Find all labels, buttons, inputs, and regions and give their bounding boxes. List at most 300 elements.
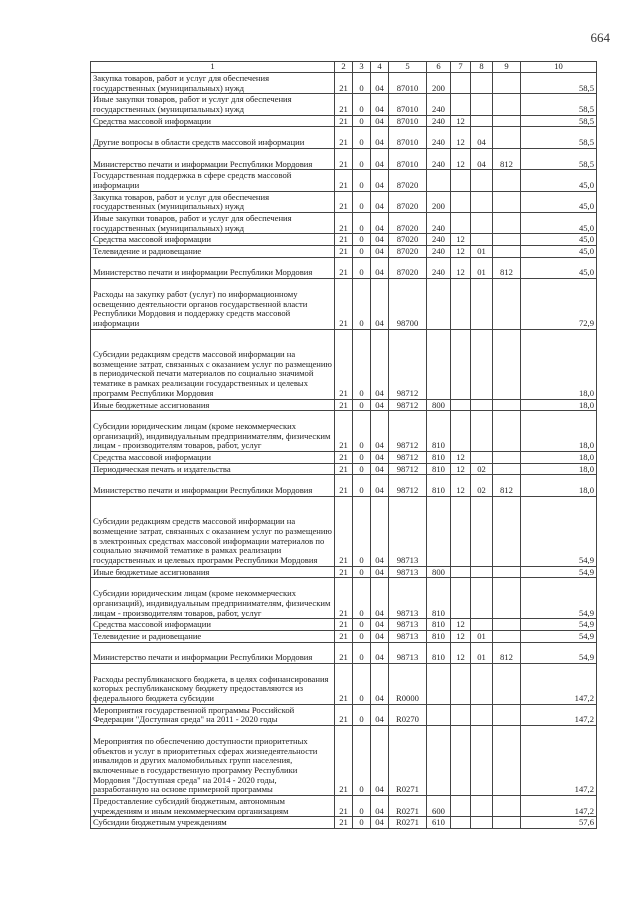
code-col-4: 04 bbox=[371, 94, 389, 115]
row-name: Субсидии юридическим лицам (кроме некоммерческих организаций), индивидуальным предпринимателям, физическим лицам - производителям товаров, работ, услуг bbox=[91, 578, 335, 619]
row-name: Иные закупки товаров, работ и услуг для обеспечения государственных (муниципальных) нужд bbox=[91, 94, 335, 115]
code-col-9 bbox=[493, 191, 521, 212]
code-col-9 bbox=[493, 246, 521, 258]
row-name: Субсидии редакциям средств массовой информации на возмещение затрат, связанных с оказанием услуг по размещению в периодической печати материалов по социально значимой тематике в рамках реализации государственных и целевых программ Республики Мордовия bbox=[91, 329, 335, 399]
code-col-6: 240 bbox=[427, 246, 451, 258]
code-col-8 bbox=[471, 663, 493, 704]
code-col-2: 21 bbox=[335, 73, 353, 94]
code-col-4: 04 bbox=[371, 578, 389, 619]
code-col-5: R0271 bbox=[389, 726, 427, 796]
code-col-7 bbox=[451, 399, 471, 411]
code-col-2: 21 bbox=[335, 642, 353, 663]
amount-cell: 58,5 bbox=[521, 94, 597, 115]
table-row bbox=[91, 115, 597, 127]
code-col-2: 21 bbox=[335, 399, 353, 411]
code-col-5: 98712 bbox=[389, 329, 427, 399]
code-col-4: 04 bbox=[371, 191, 389, 212]
table-row bbox=[91, 213, 597, 234]
code-col-4: 04 bbox=[371, 411, 389, 452]
code-col-4: 04 bbox=[371, 170, 389, 191]
code-col-7: 12 bbox=[451, 148, 471, 169]
code-col-5: 98712 bbox=[389, 452, 427, 464]
code-col-9 bbox=[493, 115, 521, 127]
code-col-6: 240 bbox=[427, 213, 451, 234]
amount-cell: 45,0 bbox=[521, 246, 597, 258]
code-col-4: 04 bbox=[371, 127, 389, 148]
amount-cell: 45,0 bbox=[521, 170, 597, 191]
code-col-7: 12 bbox=[451, 463, 471, 475]
code-col-5: 98713 bbox=[389, 578, 427, 619]
row-name: Иные бюджетные ассигнования bbox=[91, 566, 335, 578]
code-col-8 bbox=[471, 496, 493, 566]
code-col-8: 02 bbox=[471, 463, 493, 475]
code-col-8 bbox=[471, 170, 493, 191]
code-col-4: 04 bbox=[371, 704, 389, 725]
amount-cell: 54,9 bbox=[521, 642, 597, 663]
row-name: Министерство печати и информации Республики Мордовия bbox=[91, 475, 335, 496]
code-col-6 bbox=[427, 726, 451, 796]
code-col-4: 04 bbox=[371, 619, 389, 631]
code-col-3: 0 bbox=[353, 191, 371, 212]
amount-cell: 54,9 bbox=[521, 578, 597, 619]
code-col-6 bbox=[427, 496, 451, 566]
code-col-4: 04 bbox=[371, 329, 389, 399]
code-col-8 bbox=[471, 73, 493, 94]
code-col-5: 87010 bbox=[389, 148, 427, 169]
amount-cell: 147,2 bbox=[521, 796, 597, 817]
code-col-8: 01 bbox=[471, 630, 493, 642]
code-col-4: 04 bbox=[371, 246, 389, 258]
code-col-8 bbox=[471, 566, 493, 578]
code-col-5: 87020 bbox=[389, 246, 427, 258]
code-col-9 bbox=[493, 496, 521, 566]
code-col-7 bbox=[451, 663, 471, 704]
code-col-5: 98713 bbox=[389, 619, 427, 631]
amount-cell: 58,5 bbox=[521, 148, 597, 169]
code-col-7 bbox=[451, 73, 471, 94]
code-col-7: 12 bbox=[451, 246, 471, 258]
code-col-7 bbox=[451, 817, 471, 829]
table-row bbox=[91, 463, 597, 475]
code-col-6 bbox=[427, 329, 451, 399]
code-col-9 bbox=[493, 630, 521, 642]
table-row bbox=[91, 452, 597, 464]
row-name: Закупка товаров, работ и услуг для обеспечения государственных (муниципальных) нужд bbox=[91, 73, 335, 94]
code-col-3: 0 bbox=[353, 578, 371, 619]
amount-cell: 147,2 bbox=[521, 726, 597, 796]
code-col-3: 0 bbox=[353, 73, 371, 94]
code-col-8 bbox=[471, 411, 493, 452]
code-col-2: 21 bbox=[335, 127, 353, 148]
code-col-2: 21 bbox=[335, 463, 353, 475]
code-col-2: 21 bbox=[335, 191, 353, 212]
code-col-6: 240 bbox=[427, 127, 451, 148]
code-col-9 bbox=[493, 796, 521, 817]
code-col-8 bbox=[471, 619, 493, 631]
code-col-6 bbox=[427, 170, 451, 191]
table-header bbox=[91, 62, 597, 73]
column-header: 6 bbox=[427, 62, 451, 73]
code-col-7 bbox=[451, 170, 471, 191]
row-name: Средства массовой информации bbox=[91, 234, 335, 246]
table-row bbox=[91, 475, 597, 496]
code-col-4: 04 bbox=[371, 817, 389, 829]
code-col-2: 21 bbox=[335, 817, 353, 829]
code-col-7 bbox=[451, 566, 471, 578]
code-col-3: 0 bbox=[353, 411, 371, 452]
page-number: 664 bbox=[590, 30, 610, 45]
amount-cell: 147,2 bbox=[521, 663, 597, 704]
amount-cell: 57,6 bbox=[521, 817, 597, 829]
row-name: Иные закупки товаров, работ и услуг для обеспечения государственных (муниципальных) нужд bbox=[91, 213, 335, 234]
code-col-8: 04 bbox=[471, 148, 493, 169]
column-header: 1 bbox=[91, 62, 335, 73]
row-name: Субсидии редакциям средств массовой информации на возмещение затрат, связанных с оказанием услуг по размещению в электронных средствах массовой информации материалов по социально значимой тематике в рамках реализации государственных и целевых программ Республики Мордовия bbox=[91, 496, 335, 566]
code-col-3: 0 bbox=[353, 566, 371, 578]
code-col-2: 21 bbox=[335, 796, 353, 817]
table-row bbox=[91, 796, 597, 817]
code-col-5: 98712 bbox=[389, 475, 427, 496]
code-col-4: 04 bbox=[371, 463, 389, 475]
code-col-9 bbox=[493, 463, 521, 475]
code-col-2: 21 bbox=[335, 329, 353, 399]
table-row bbox=[91, 642, 597, 663]
code-col-2: 21 bbox=[335, 257, 353, 278]
amount-cell: 54,9 bbox=[521, 566, 597, 578]
code-col-4: 04 bbox=[371, 73, 389, 94]
column-header: 2 bbox=[335, 62, 353, 73]
code-col-7: 12 bbox=[451, 115, 471, 127]
code-col-5: 87020 bbox=[389, 213, 427, 234]
code-col-6: 810 bbox=[427, 630, 451, 642]
code-col-4: 04 bbox=[371, 115, 389, 127]
column-header: 8 bbox=[471, 62, 493, 73]
code-col-3: 0 bbox=[353, 463, 371, 475]
row-name: Средства массовой информации bbox=[91, 115, 335, 127]
code-col-9: 812 bbox=[493, 257, 521, 278]
code-col-8 bbox=[471, 234, 493, 246]
row-name: Предоставление субсидий бюджетным, автономным учреждениям и иным некоммерческим организациям bbox=[91, 796, 335, 817]
code-col-3: 0 bbox=[353, 127, 371, 148]
code-col-4: 04 bbox=[371, 630, 389, 642]
code-col-9 bbox=[493, 279, 521, 330]
code-col-6: 810 bbox=[427, 619, 451, 631]
code-col-4: 04 bbox=[371, 148, 389, 169]
code-col-6: 240 bbox=[427, 94, 451, 115]
code-col-3: 0 bbox=[353, 619, 371, 631]
table-row bbox=[91, 619, 597, 631]
code-col-2: 21 bbox=[335, 726, 353, 796]
code-col-3: 0 bbox=[353, 475, 371, 496]
code-col-2: 21 bbox=[335, 452, 353, 464]
amount-cell: 54,9 bbox=[521, 619, 597, 631]
code-col-2: 21 bbox=[335, 663, 353, 704]
code-col-5: 87010 bbox=[389, 127, 427, 148]
code-col-9 bbox=[493, 452, 521, 464]
code-col-8: 01 bbox=[471, 257, 493, 278]
code-col-8: 01 bbox=[471, 642, 493, 663]
code-col-8 bbox=[471, 94, 493, 115]
row-name: Расходы на закупку работ (услуг) по информационному освещению деятельности органов государственной власти Республики Мордовия и поддержку средств массовой информации bbox=[91, 279, 335, 330]
code-col-2: 21 bbox=[335, 566, 353, 578]
code-col-6 bbox=[427, 279, 451, 330]
code-col-7: 12 bbox=[451, 475, 471, 496]
code-col-7 bbox=[451, 411, 471, 452]
code-col-2: 21 bbox=[335, 578, 353, 619]
code-col-7 bbox=[451, 704, 471, 725]
code-col-7: 12 bbox=[451, 452, 471, 464]
table-row bbox=[91, 399, 597, 411]
code-col-3: 0 bbox=[353, 452, 371, 464]
code-col-5: 98712 bbox=[389, 463, 427, 475]
code-col-8 bbox=[471, 329, 493, 399]
table-body bbox=[91, 73, 597, 829]
code-col-3: 0 bbox=[353, 704, 371, 725]
code-col-5: R0270 bbox=[389, 704, 427, 725]
code-col-6: 610 bbox=[427, 817, 451, 829]
code-col-9 bbox=[493, 411, 521, 452]
code-col-5: 87020 bbox=[389, 234, 427, 246]
column-header: 4 bbox=[371, 62, 389, 73]
row-name: Расходы республиканского бюджета, в целях софинансирования которых республиканскому бюджету предоставляются из федерального бюджета субсидии bbox=[91, 663, 335, 704]
amount-cell: 58,5 bbox=[521, 73, 597, 94]
code-col-4: 04 bbox=[371, 399, 389, 411]
code-col-2: 21 bbox=[335, 148, 353, 169]
table-row bbox=[91, 578, 597, 619]
row-name: Телевидение и радиовещание bbox=[91, 246, 335, 258]
code-col-8: 04 bbox=[471, 127, 493, 148]
code-col-5: 87020 bbox=[389, 170, 427, 191]
table-row bbox=[91, 170, 597, 191]
code-col-4: 04 bbox=[371, 257, 389, 278]
row-name: Периодическая печать и издательства bbox=[91, 463, 335, 475]
code-col-7 bbox=[451, 213, 471, 234]
row-name: Другие вопросы в области средств массовой информации bbox=[91, 127, 335, 148]
code-col-2: 21 bbox=[335, 475, 353, 496]
code-col-4: 04 bbox=[371, 279, 389, 330]
code-col-2: 21 bbox=[335, 213, 353, 234]
table-row bbox=[91, 94, 597, 115]
code-col-9 bbox=[493, 726, 521, 796]
amount-cell: 45,0 bbox=[521, 257, 597, 278]
code-col-7: 12 bbox=[451, 127, 471, 148]
row-name: Иные бюджетные ассигнования bbox=[91, 399, 335, 411]
code-col-4: 04 bbox=[371, 452, 389, 464]
row-name: Закупка товаров, работ и услуг для обеспечения государственных (муниципальных) нужд bbox=[91, 191, 335, 212]
column-header: 7 bbox=[451, 62, 471, 73]
amount-cell: 58,5 bbox=[521, 127, 597, 148]
code-col-3: 0 bbox=[353, 642, 371, 663]
code-col-5: 98713 bbox=[389, 496, 427, 566]
amount-cell: 58,5 bbox=[521, 115, 597, 127]
column-header: 9 bbox=[493, 62, 521, 73]
code-col-3: 0 bbox=[353, 170, 371, 191]
code-col-2: 21 bbox=[335, 496, 353, 566]
code-col-9 bbox=[493, 704, 521, 725]
code-col-2: 21 bbox=[335, 170, 353, 191]
code-col-6: 810 bbox=[427, 411, 451, 452]
amount-cell: 18,0 bbox=[521, 463, 597, 475]
code-col-7 bbox=[451, 496, 471, 566]
code-col-7: 12 bbox=[451, 257, 471, 278]
code-col-6: 810 bbox=[427, 578, 451, 619]
table-row bbox=[91, 257, 597, 278]
row-name: Мероприятия государственной программы Российской Федерации "Доступная среда" на 2011 - 2020 годы bbox=[91, 704, 335, 725]
code-col-9 bbox=[493, 399, 521, 411]
code-col-3: 0 bbox=[353, 817, 371, 829]
table-row bbox=[91, 246, 597, 258]
code-col-9 bbox=[493, 94, 521, 115]
code-col-6: 810 bbox=[427, 452, 451, 464]
code-col-2: 21 bbox=[335, 279, 353, 330]
table-row bbox=[91, 279, 597, 330]
code-col-3: 0 bbox=[353, 496, 371, 566]
code-col-3: 0 bbox=[353, 115, 371, 127]
code-col-6: 800 bbox=[427, 566, 451, 578]
code-col-4: 04 bbox=[371, 213, 389, 234]
code-col-8 bbox=[471, 115, 493, 127]
code-col-6: 200 bbox=[427, 191, 451, 212]
code-col-6 bbox=[427, 704, 451, 725]
code-col-9: 812 bbox=[493, 642, 521, 663]
table-row bbox=[91, 630, 597, 642]
row-name: Субсидии юридическим лицам (кроме некоммерческих организаций), индивидуальным предпринимателям, физическим лицам - производителям товаров, работ, услуг bbox=[91, 411, 335, 452]
code-col-7 bbox=[451, 279, 471, 330]
code-col-3: 0 bbox=[353, 234, 371, 246]
table-row bbox=[91, 496, 597, 566]
code-col-3: 0 bbox=[353, 399, 371, 411]
code-col-8: 02 bbox=[471, 475, 493, 496]
code-col-4: 04 bbox=[371, 566, 389, 578]
code-col-8 bbox=[471, 279, 493, 330]
code-col-7 bbox=[451, 329, 471, 399]
code-col-7 bbox=[451, 94, 471, 115]
code-col-5: 87010 bbox=[389, 73, 427, 94]
column-header: 5 bbox=[389, 62, 427, 73]
code-col-3: 0 bbox=[353, 94, 371, 115]
code-col-3: 0 bbox=[353, 279, 371, 330]
amount-cell: 18,0 bbox=[521, 329, 597, 399]
row-name: Средства массовой информации bbox=[91, 452, 335, 464]
table-row bbox=[91, 411, 597, 452]
row-name: Министерство печати и информации Республики Мордовия bbox=[91, 642, 335, 663]
row-name: Субсидии бюджетным учреждениям bbox=[91, 817, 335, 829]
row-name: Государственная поддержка в сфере средств массовой информации bbox=[91, 170, 335, 191]
row-name: Мероприятия по обеспечению доступности приоритетных объектов и услуг в приоритетных сферах жизнедеятельности инвалидов и других маломобильных групп населения, включенные в государственную программу Республики Мордовия "Доступная среда" на 2014 - 2020 годы, разработанную на основе примерной программы bbox=[91, 726, 335, 796]
code-col-5: 87010 bbox=[389, 115, 427, 127]
code-col-8: 01 bbox=[471, 246, 493, 258]
code-col-8 bbox=[471, 817, 493, 829]
code-col-4: 04 bbox=[371, 475, 389, 496]
code-col-7 bbox=[451, 796, 471, 817]
code-col-6: 810 bbox=[427, 463, 451, 475]
code-col-9: 812 bbox=[493, 475, 521, 496]
code-col-4: 04 bbox=[371, 496, 389, 566]
code-col-9 bbox=[493, 329, 521, 399]
row-name: Министерство печати и информации Республики Мордовия bbox=[91, 148, 335, 169]
table-row bbox=[91, 817, 597, 829]
code-col-8 bbox=[471, 704, 493, 725]
code-col-7 bbox=[451, 726, 471, 796]
code-col-3: 0 bbox=[353, 257, 371, 278]
code-col-4: 04 bbox=[371, 234, 389, 246]
code-col-2: 21 bbox=[335, 94, 353, 115]
code-col-6: 200 bbox=[427, 73, 451, 94]
row-name: Телевидение и радиовещание bbox=[91, 630, 335, 642]
code-col-5: 98713 bbox=[389, 630, 427, 642]
code-col-5: 87010 bbox=[389, 94, 427, 115]
table-row bbox=[91, 329, 597, 399]
code-col-3: 0 bbox=[353, 663, 371, 704]
code-col-3: 0 bbox=[353, 246, 371, 258]
code-col-5: 87020 bbox=[389, 257, 427, 278]
table-row bbox=[91, 234, 597, 246]
amount-cell: 54,9 bbox=[521, 496, 597, 566]
code-col-9 bbox=[493, 170, 521, 191]
table-row bbox=[91, 726, 597, 796]
code-col-4: 04 bbox=[371, 663, 389, 704]
amount-cell: 18,0 bbox=[521, 452, 597, 464]
code-col-7: 12 bbox=[451, 642, 471, 663]
code-col-2: 21 bbox=[335, 115, 353, 127]
code-col-5: 98712 bbox=[389, 411, 427, 452]
code-col-3: 0 bbox=[353, 726, 371, 796]
table-row bbox=[91, 191, 597, 212]
code-col-7: 12 bbox=[451, 619, 471, 631]
row-name: Средства массовой информации bbox=[91, 619, 335, 631]
amount-cell: 45,0 bbox=[521, 234, 597, 246]
code-col-6: 800 bbox=[427, 399, 451, 411]
code-col-6: 240 bbox=[427, 115, 451, 127]
code-col-2: 21 bbox=[335, 704, 353, 725]
code-col-6: 240 bbox=[427, 148, 451, 169]
code-col-2: 21 bbox=[335, 234, 353, 246]
code-col-6: 810 bbox=[427, 475, 451, 496]
code-col-8 bbox=[471, 796, 493, 817]
code-col-3: 0 bbox=[353, 630, 371, 642]
budget-table bbox=[90, 61, 597, 829]
code-col-8 bbox=[471, 578, 493, 619]
table-row bbox=[91, 566, 597, 578]
amount-cell: 45,0 bbox=[521, 213, 597, 234]
code-col-7 bbox=[451, 578, 471, 619]
code-col-8 bbox=[471, 399, 493, 411]
code-col-4: 04 bbox=[371, 796, 389, 817]
code-col-8 bbox=[471, 191, 493, 212]
table-row bbox=[91, 73, 597, 94]
amount-cell: 147,2 bbox=[521, 704, 597, 725]
code-col-7: 12 bbox=[451, 234, 471, 246]
code-col-9 bbox=[493, 213, 521, 234]
code-col-5: 98713 bbox=[389, 642, 427, 663]
code-col-5: 87020 bbox=[389, 191, 427, 212]
amount-cell: 54,9 bbox=[521, 630, 597, 642]
code-col-9 bbox=[493, 619, 521, 631]
code-col-9 bbox=[493, 578, 521, 619]
code-col-2: 21 bbox=[335, 630, 353, 642]
column-header: 10 bbox=[521, 62, 597, 73]
code-col-9 bbox=[493, 73, 521, 94]
code-col-3: 0 bbox=[353, 796, 371, 817]
code-col-3: 0 bbox=[353, 329, 371, 399]
code-col-8 bbox=[471, 726, 493, 796]
code-col-4: 04 bbox=[371, 642, 389, 663]
amount-cell: 72,9 bbox=[521, 279, 597, 330]
code-col-7 bbox=[451, 191, 471, 212]
code-col-7: 12 bbox=[451, 630, 471, 642]
table-row bbox=[91, 704, 597, 725]
code-col-5: 98712 bbox=[389, 399, 427, 411]
